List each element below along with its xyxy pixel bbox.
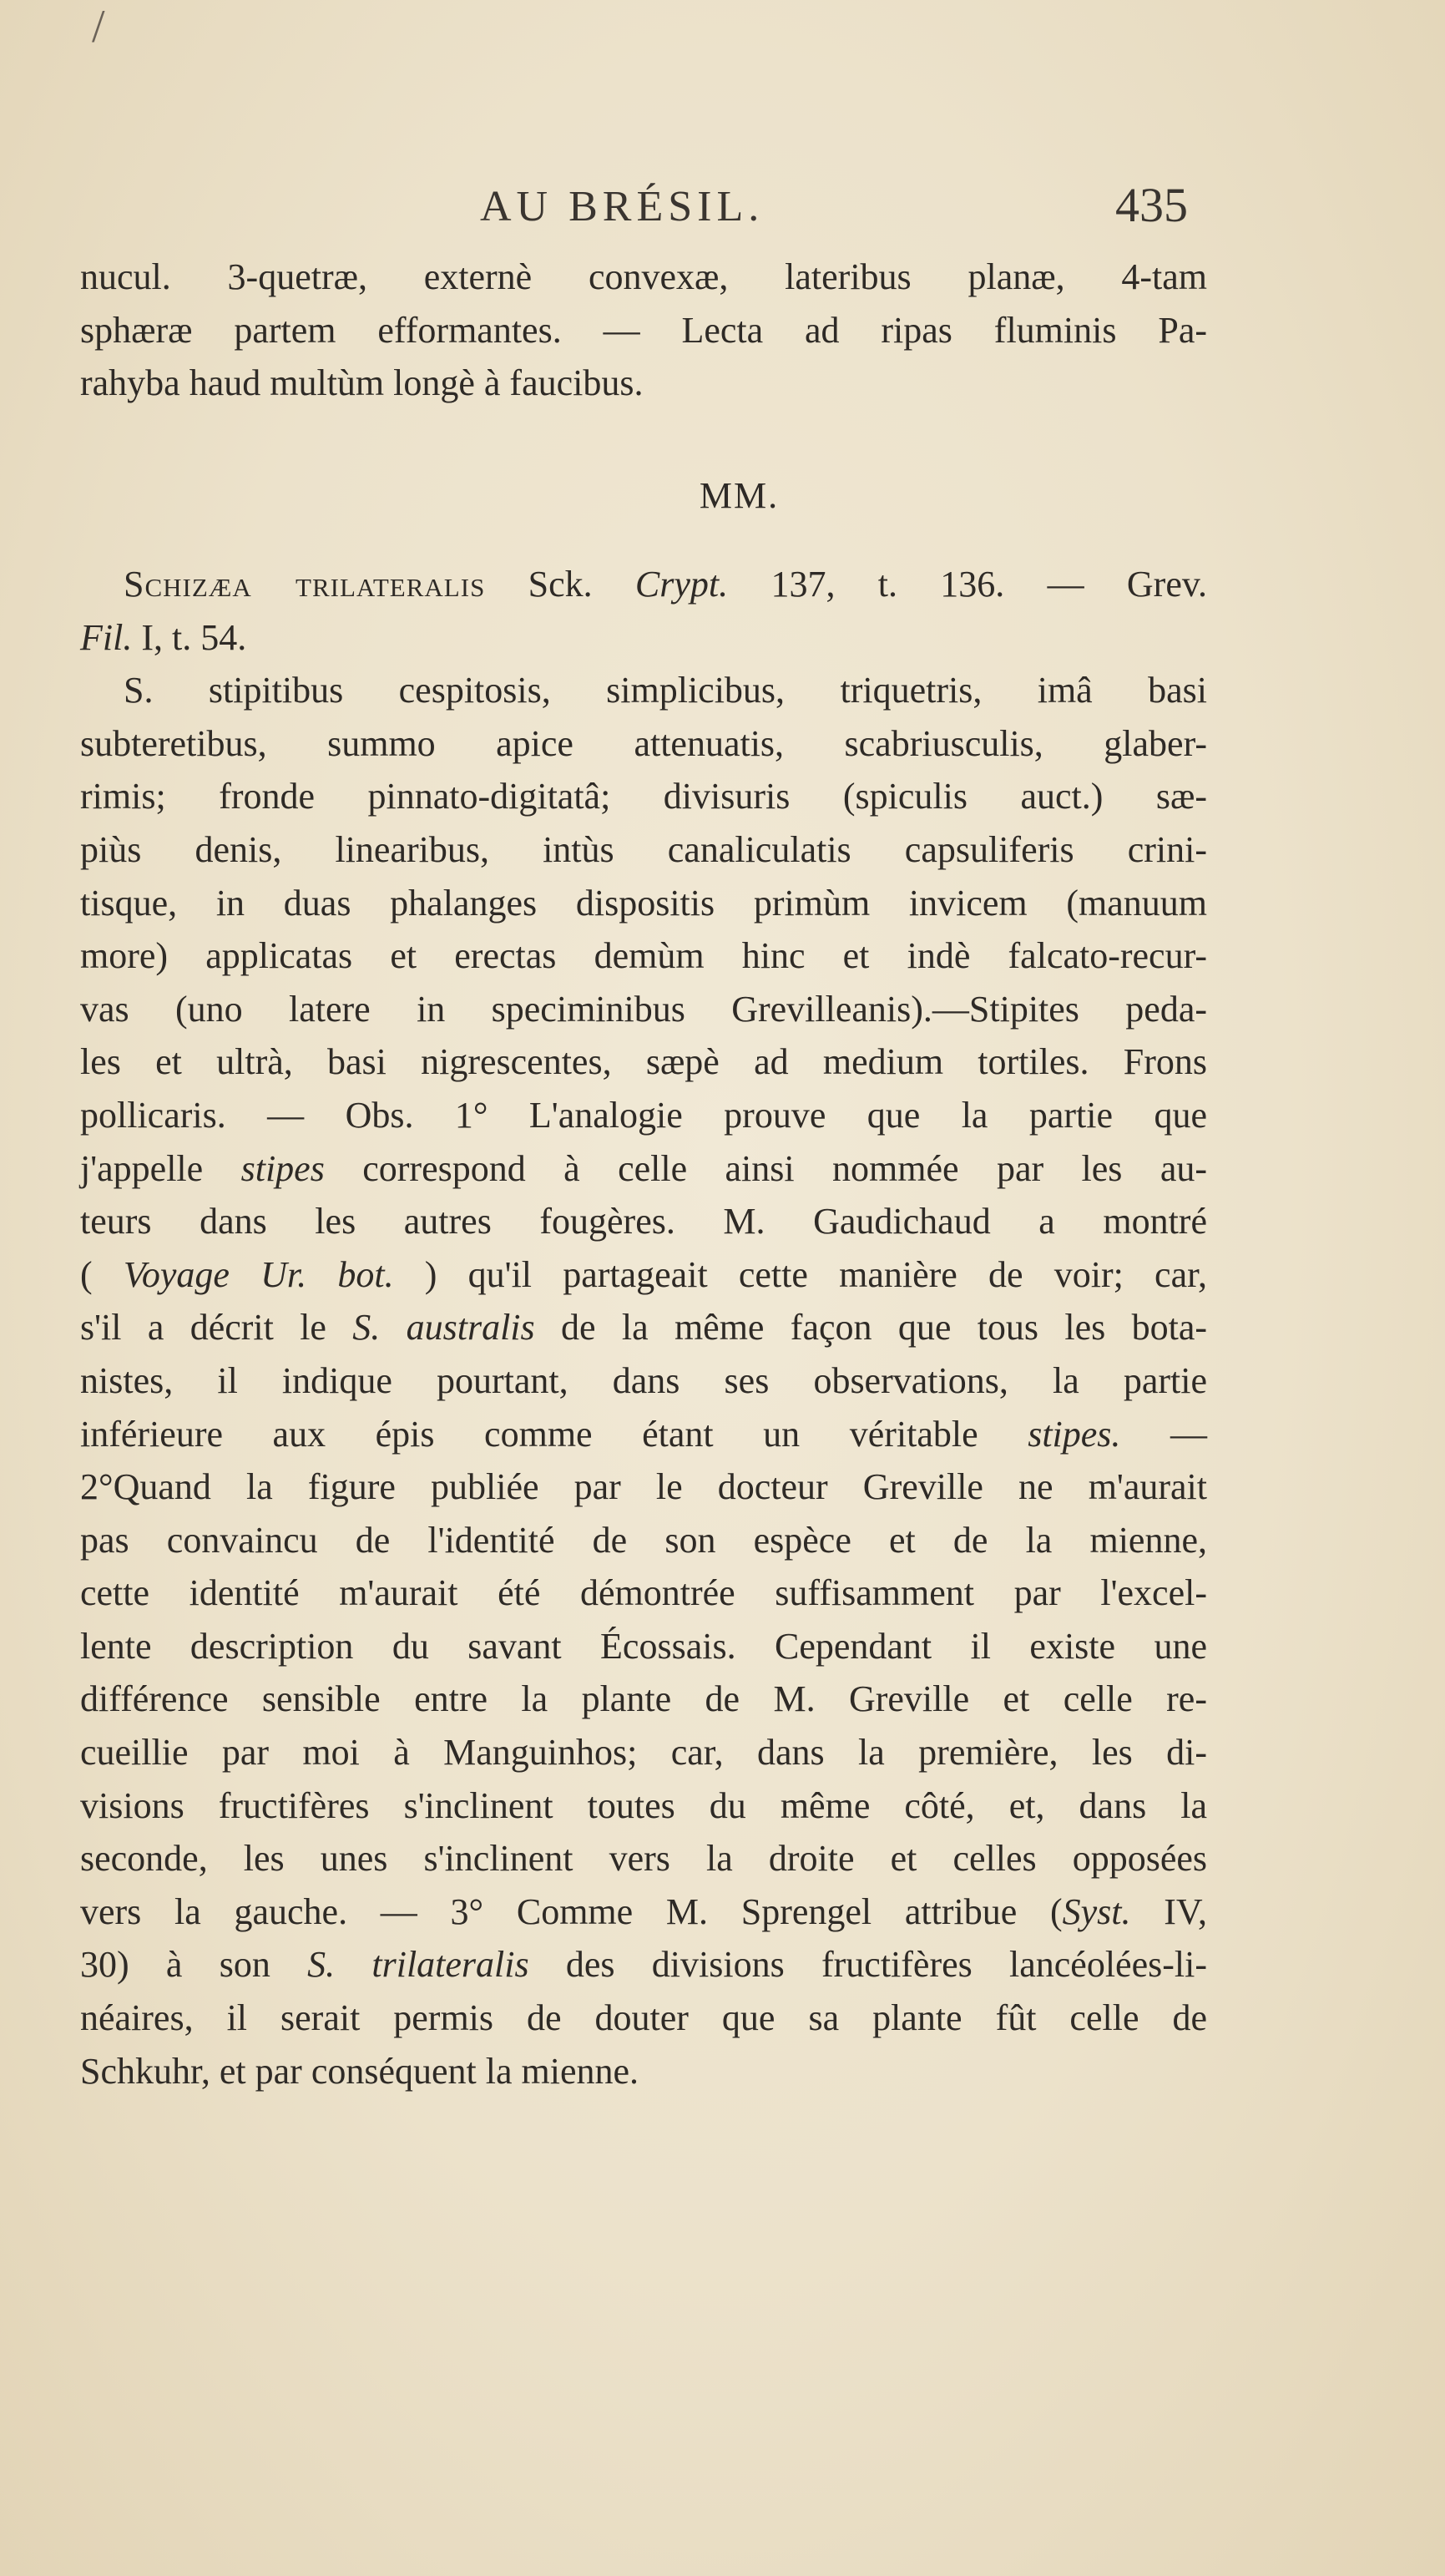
italic-term: S. trilateralis <box>307 1944 529 1986</box>
italic-term: Voyage Ur. bot. <box>123 1253 394 1295</box>
reference-title: Fil. <box>80 616 133 658</box>
opening-paragraph <box>80 251 1207 410</box>
text-line <box>80 1938 1207 1991</box>
running-head <box>0 178 1445 240</box>
text-line: piùs denis, linearibus, intùs canaliculatis capsuliferis crini- <box>80 828 1207 870</box>
species-entry <box>80 558 1207 2098</box>
text-line: rahyba haud multùm longè à faucibus. <box>80 362 644 404</box>
reference-title: Crypt. <box>634 564 729 605</box>
running-title: AU BRÉSIL. <box>480 183 765 230</box>
text-line: nucul. 3-quetræ, externè convexæ, lateribus planæ, 4-tam <box>80 256 1207 297</box>
text-run: correspond à celle ainsi nommée par les au- <box>324 1147 1207 1189</box>
section-heading: MM. <box>699 475 780 516</box>
text-line: visions fructifères s'inclinent toutes du même côté, et, dans la <box>80 1784 1207 1826</box>
text-line: cette identité m'aurait été démontrée suffisamment par l'excel- <box>80 1572 1207 1614</box>
text-run: j'appelle <box>80 1147 241 1189</box>
italic-term: stipes. <box>1028 1413 1121 1455</box>
text-run: ) qu'il partageait cette manière de voir; car, <box>393 1253 1207 1295</box>
entry-reference-line <box>80 611 1207 665</box>
text-line: subteretibus, summo apice attenuatis, scabriusculis, glaber- <box>80 722 1207 764</box>
text-line <box>80 1142 1207 1196</box>
text-line: nistes, il indique pourtant, dans ses observations, la partie <box>80 1359 1207 1401</box>
text-line: seconde, les unes s'inclinent vers la droite et celles opposées <box>80 1838 1207 1880</box>
text-line: pollicaris. — Obs. 1° L'analogie prouve que la partie que <box>80 1094 1207 1136</box>
text-line: teurs dans les autres fougères. M. Gaudichaud a montré <box>80 1201 1207 1242</box>
italic-term: S. australis <box>352 1307 535 1349</box>
text-run: Sck. <box>485 564 635 605</box>
text-run: 30) à son <box>80 1944 308 1986</box>
text-line: tisque, in duas phalanges dispositis primùm invicem (manuum <box>80 882 1207 924</box>
text-line: les et ultrà, basi nigrescentes, sæpè ad medium tortiles. Frons <box>80 1041 1207 1083</box>
text-line <box>80 1408 1207 1461</box>
text-line: néaires, il serait permis de douter que sa plante fût celle de <box>80 1997 1207 2039</box>
text-line <box>80 1885 1207 1939</box>
text-line: pas convaincu de l'identité de son espèce et de la mienne, <box>80 1519 1207 1561</box>
text-line: vas (uno latere in speciminibus Grevilleanis).—Stipites peda- <box>80 988 1207 1030</box>
text-run: de la même façon que tous les bota- <box>534 1307 1207 1349</box>
text-line: 2°Quand la figure publiée par le docteur Greville ne m'aurait <box>80 1466 1207 1508</box>
text-run: I, t. 54. <box>132 616 247 658</box>
text-run: vers la gauche. — 3° Comme M. Sprengel attribue ( <box>80 1890 1063 1932</box>
text-line: Schkuhr, et par conséquent la mienne. <box>80 2050 639 2092</box>
text-line <box>80 1301 1207 1354</box>
text-line: sphæræ partem efformantes. — Lecta ad ripas fluminis Pa- <box>80 309 1207 351</box>
entry-title-line <box>80 558 1207 611</box>
species-name: Schizæa trilateralis <box>124 564 486 605</box>
italic-term: stipes <box>240 1147 325 1189</box>
text-line: cueillie par moi à Manguinhos; car, dans la première, les di- <box>80 1732 1207 1774</box>
text-line: S. stipitibus cespitosis, simplicibus, triquetris, imâ basi <box>124 670 1207 711</box>
text-line: différence sensible entre la plante de M. Greville et celle re- <box>80 1678 1207 1720</box>
italic-term: Syst. <box>1062 1890 1131 1932</box>
pencil-mark: / <box>92 1 105 53</box>
text-line: lente description du savant Écossais. Cependant il existe une <box>80 1625 1207 1667</box>
text-line <box>80 1248 1207 1302</box>
text-run: 137, t. 136. — Grev. <box>728 564 1207 605</box>
text-run: — <box>1120 1413 1207 1455</box>
text-run: des divisions fructifères lancéolées-li- <box>528 1944 1207 1986</box>
text-run: inférieure aux épis comme étant un véritable <box>80 1413 1028 1455</box>
text-line: more) applicatas et erectas demùm hinc et indè falcato-recur- <box>80 935 1207 977</box>
text-run: ( <box>80 1253 124 1295</box>
text-run: IV, <box>1130 1890 1207 1932</box>
page-number: 435 <box>1115 178 1188 232</box>
text-run: s'il a décrit le <box>80 1307 353 1349</box>
text-line: rimis; fronde pinnato-digitatâ; divisuris (spiculis auct.) sæ- <box>80 776 1207 817</box>
